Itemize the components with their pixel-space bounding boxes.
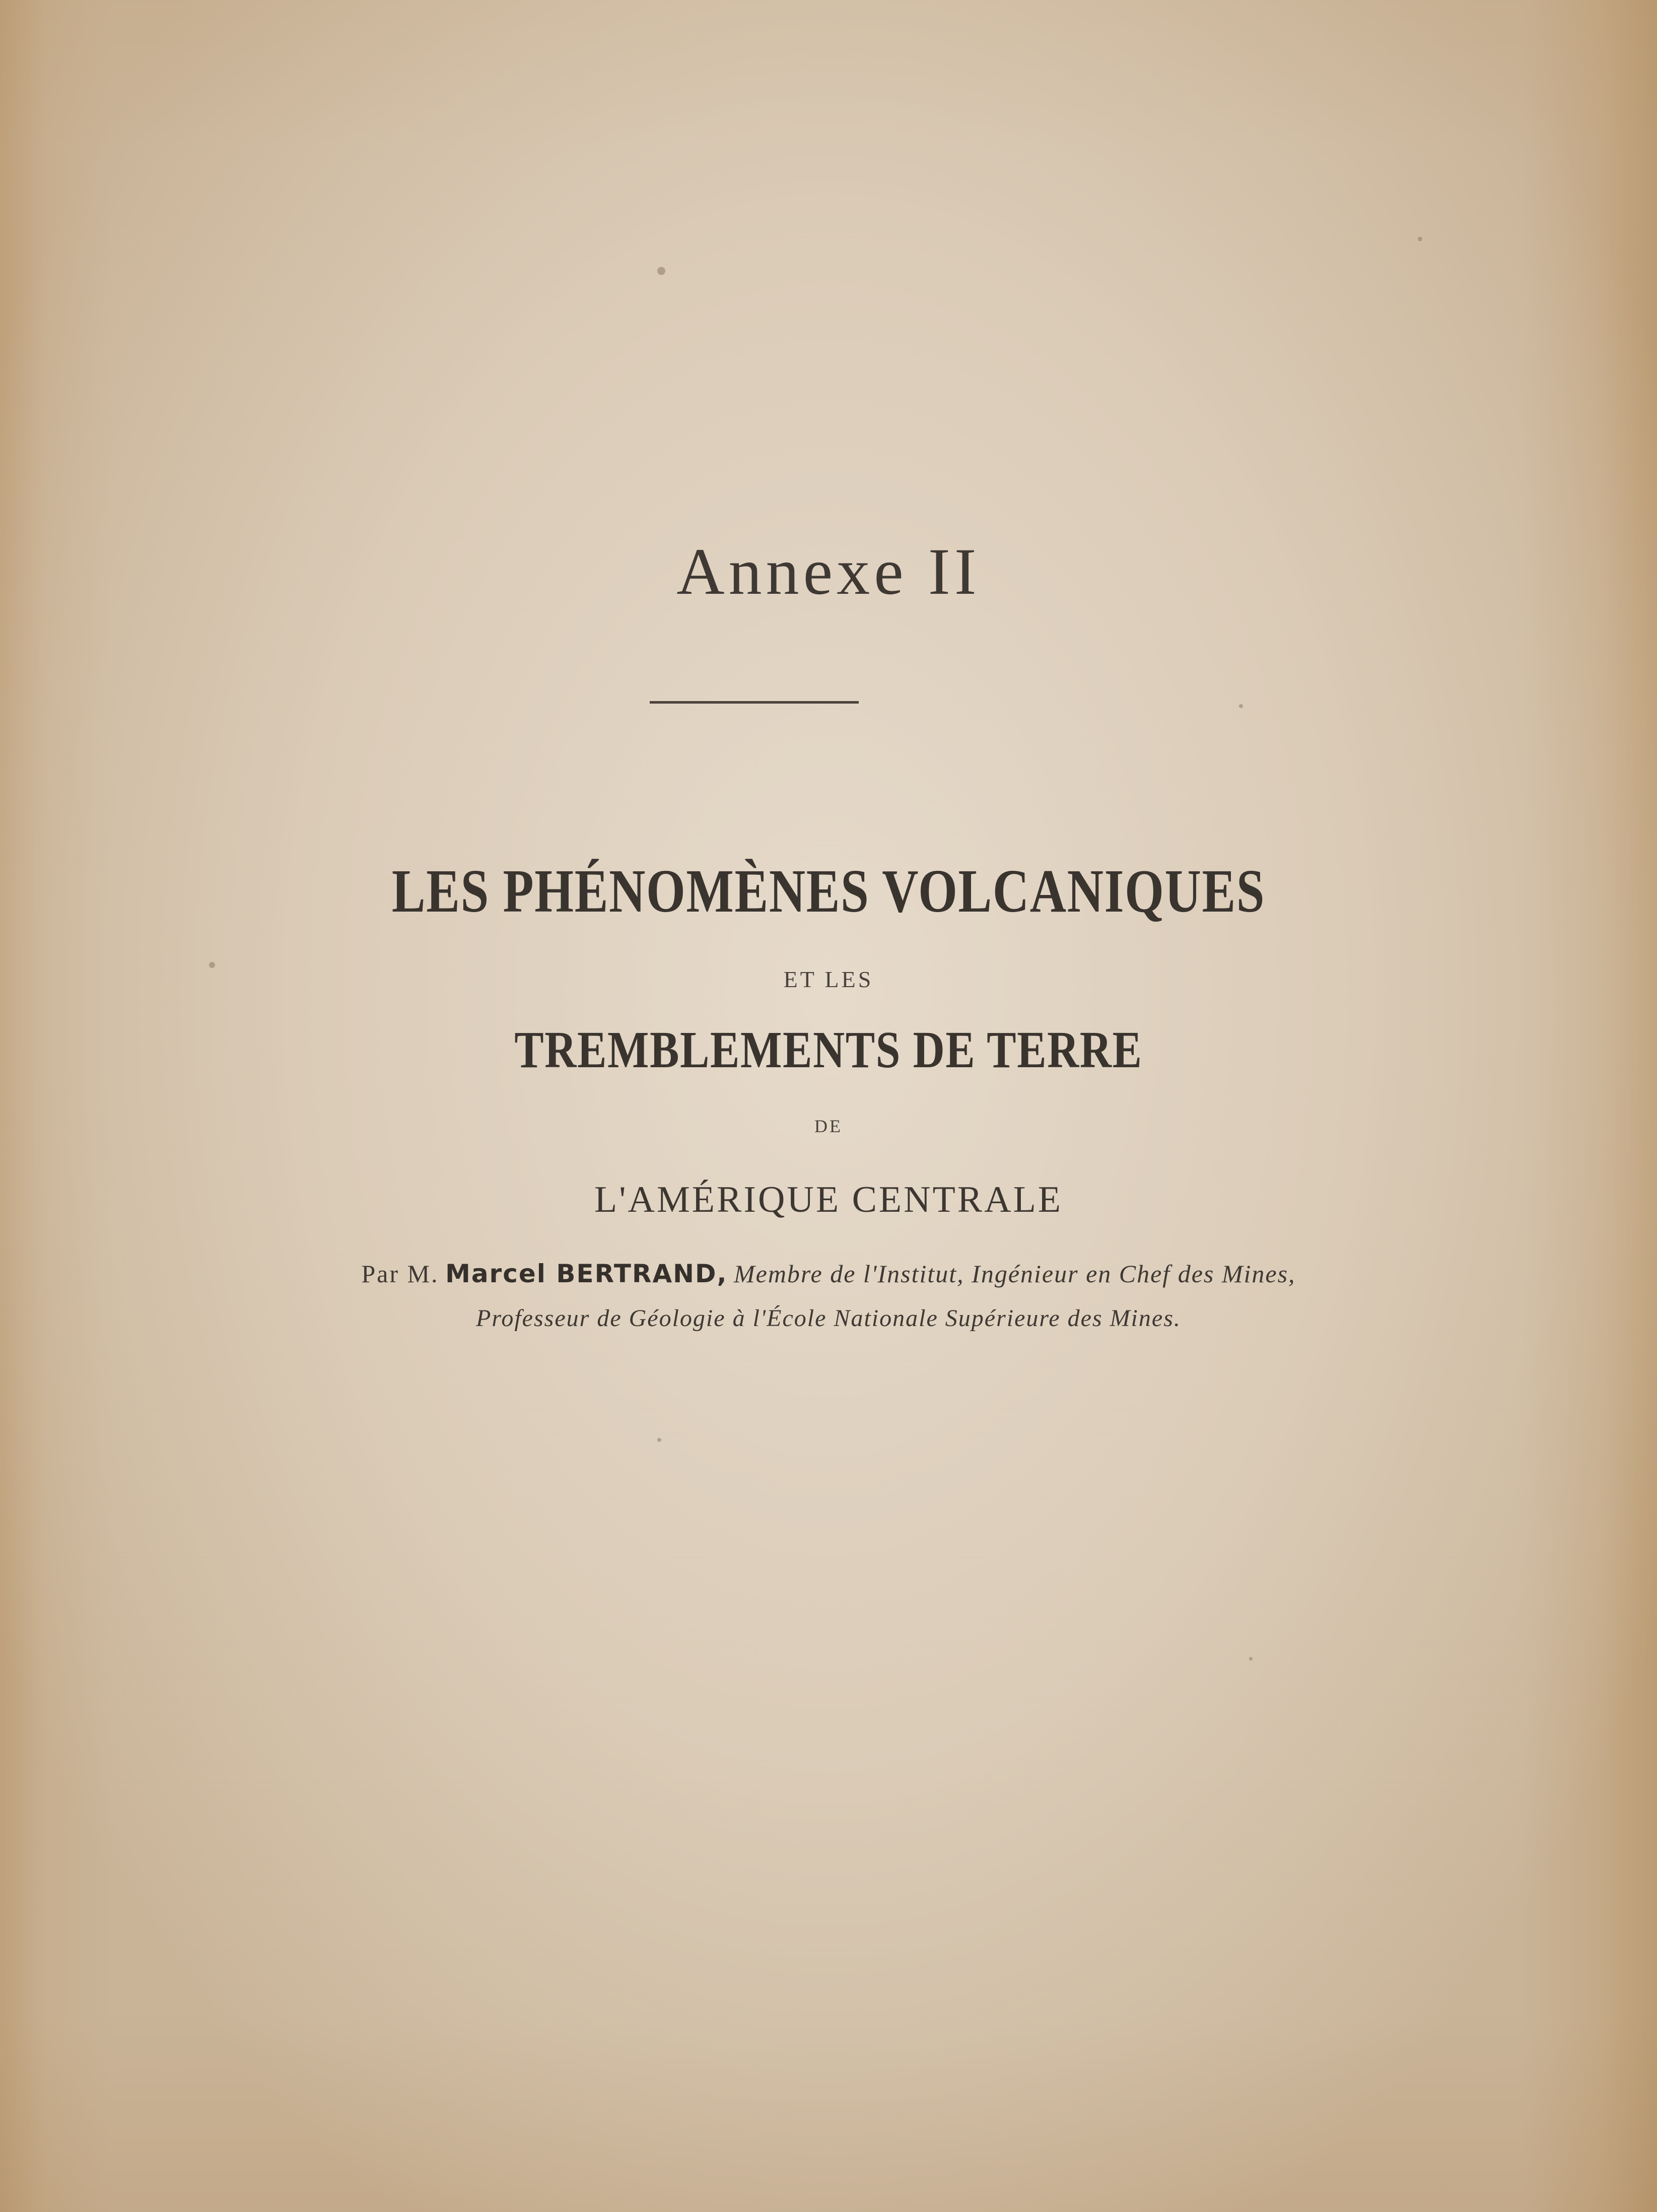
paper-speck [1239, 704, 1243, 708]
paper-speck [657, 267, 665, 275]
title-line-2: TREMBLEMENTS DE TERRE [514, 1021, 1143, 1079]
title-line-1: LES PHÉNOMÈNES VOLCANIQUES [391, 857, 1266, 925]
paper-speck [1249, 1657, 1253, 1661]
title-connector-et-les: ET LES [783, 966, 874, 992]
annexe-heading: Annexe II [676, 534, 981, 608]
author-titles: Membre de l'Institut, Ingénieur en Chef des Mines, [733, 1260, 1296, 1288]
paper-speck [657, 1438, 661, 1442]
heading-rule [650, 701, 859, 704]
byline [0, 1259, 1657, 1288]
author-name: Marcel BERTRAND, [445, 1259, 728, 1288]
paper-speck [1418, 237, 1422, 241]
title-line-3: L'AMÉRIQUE CENTRALE [594, 1179, 1063, 1220]
paper-speck [209, 962, 215, 968]
author-affiliation: Professeur de Géologie à l'École Nationale Supérieure des Mines. [476, 1305, 1181, 1332]
title-connector-de: DE [814, 1116, 843, 1136]
byline-prefix: Par M. [361, 1260, 439, 1288]
